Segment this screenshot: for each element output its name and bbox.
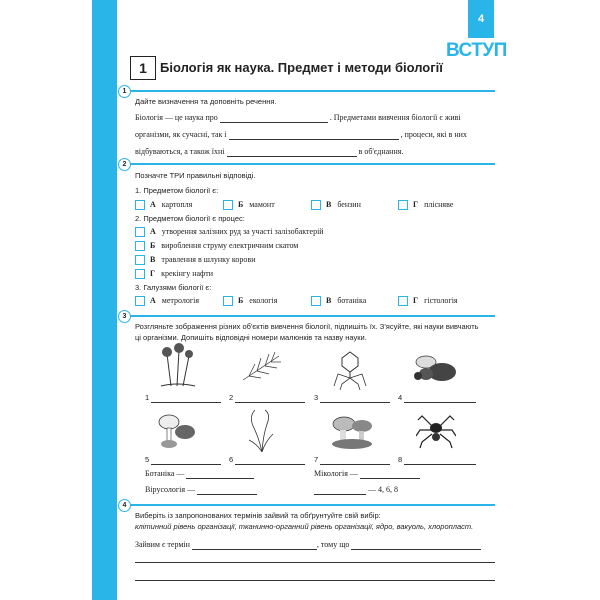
task-3-instruction-2: ці організми. Допишіть відповідні номери малюнків та назву науки.	[135, 333, 367, 342]
picture-label-2: 2	[229, 393, 305, 403]
picture-label-8: 8	[398, 455, 476, 465]
answer-blank[interactable]	[351, 541, 481, 550]
task-3-number: 3	[118, 310, 131, 323]
task-1-line-2: організми, як сучасні, так і , процеси, які в них	[135, 130, 467, 139]
task-2-number: 2	[118, 158, 131, 171]
picture-label-1: 1	[145, 393, 221, 403]
answer-blank[interactable]	[320, 394, 390, 403]
mycology-answer: Мікологія —	[314, 469, 420, 479]
answer-blank[interactable]	[229, 131, 399, 140]
mushrooms-image	[155, 410, 199, 450]
left-color-band	[92, 0, 117, 600]
picture-label-3: 3	[314, 393, 390, 403]
answer-blank[interactable]	[197, 486, 257, 495]
answer-blank[interactable]	[314, 486, 366, 495]
option-q2-b: Б вироблення струму електричним скатом	[150, 241, 299, 250]
checkbox-q1-c[interactable]	[311, 200, 321, 210]
checkbox-q3-c[interactable]	[311, 296, 321, 306]
task-4-answer-line: Зайвим є термін , тому що	[135, 540, 481, 550]
task-4-terms: клітинний рівень організації, тканинно-органний рівень організації, ядро, вакуоль, хлоропласт.	[135, 522, 474, 531]
task-1-rule	[128, 90, 495, 92]
question-2: 2. Предметом біології є процес:	[135, 214, 245, 223]
bacteriophage-image	[330, 350, 370, 390]
option-q3-c: В ботаніка	[326, 296, 367, 305]
question-1: 1. Предметом біології є:	[135, 186, 219, 195]
checkbox-q1-a[interactable]	[135, 200, 145, 210]
option-q2-d: Г крекінгу нафти	[150, 269, 213, 278]
option-q1-b: Б мамонт	[238, 200, 275, 209]
lesson-title: Біологія як наука. Предмет і методи біології	[160, 60, 443, 75]
option-q1-d: Г плісняве	[413, 200, 454, 209]
answer-blank[interactable]	[235, 394, 305, 403]
checkbox-q3-a[interactable]	[135, 296, 145, 306]
task-1-line-1: Біологія — це наука про . Предметами вивчення біології є живі	[135, 113, 461, 122]
task-2-rule	[128, 163, 495, 165]
task-4-rule	[128, 504, 495, 506]
option-q1-a: А картопля	[150, 200, 193, 209]
answer-blank[interactable]	[220, 114, 328, 123]
checkbox-q2-a[interactable]	[135, 227, 145, 237]
section-title: ВСТУП	[446, 40, 507, 61]
mushroom-cluster-image	[330, 412, 376, 450]
checkbox-q3-b[interactable]	[223, 296, 233, 306]
option-q3-d: Г гістологія	[413, 296, 458, 305]
botany-answer: Ботаніка —	[145, 469, 254, 479]
answer-blank[interactable]	[192, 541, 317, 550]
virology-answer: Вірусологія —	[145, 485, 257, 495]
option-q2-c: В травлення в шлунку корови	[150, 255, 256, 264]
option-q3-a: А метрологія	[150, 296, 200, 305]
answer-blank[interactable]	[404, 456, 476, 465]
answer-line[interactable]	[135, 580, 495, 581]
checkbox-q1-d[interactable]	[398, 200, 408, 210]
answer-blank[interactable]	[320, 456, 390, 465]
pine-branch-image	[241, 350, 283, 386]
checkbox-q3-d[interactable]	[398, 296, 408, 306]
task-2-instruction: Позначте ТРИ правильні відповіді.	[135, 171, 256, 180]
answer-blank[interactable]	[151, 456, 221, 465]
bee-image	[412, 352, 460, 386]
task-1-number: 1	[118, 85, 131, 98]
checkbox-q2-d[interactable]	[135, 269, 145, 279]
picture-label-5: 5	[145, 455, 221, 465]
task-4-number: 4	[118, 499, 131, 512]
question-3: 3. Галузями біології є:	[135, 283, 212, 292]
task-3-instruction-1: Розгляньте зображення різних об'єктів вивчення біології, підпишіть їх. З'ясуйте, які науки вивчають	[135, 322, 479, 331]
task-4-instruction: Виберіть із запропонованих термінів зайвий та обґрунтуйте свій вибір:	[135, 511, 381, 520]
checkbox-q2-b[interactable]	[135, 241, 145, 251]
last-science-answer: — 4, 6, 8	[314, 485, 398, 495]
picture-label-4: 4	[398, 393, 476, 403]
picture-label-7: 7	[314, 455, 390, 465]
task-1-line-3: відбуваються, а також їхні в об'єднання.	[135, 147, 404, 156]
option-q2-a: А утворення залізних руд за участі залізобактерій	[150, 227, 324, 236]
option-q3-b: Б екологія	[238, 296, 278, 305]
lesson-number: 1	[130, 56, 156, 80]
task-3-rule	[128, 315, 495, 317]
answer-blank[interactable]	[404, 394, 476, 403]
answer-blank[interactable]	[360, 470, 420, 479]
spider-image	[416, 410, 456, 450]
option-q1-c: В бензин	[326, 200, 361, 209]
checkbox-q1-b[interactable]	[223, 200, 233, 210]
answer-blank[interactable]	[235, 456, 305, 465]
page-number: 4	[468, 0, 494, 38]
answer-blank[interactable]	[227, 148, 357, 157]
answer-blank[interactable]	[186, 470, 254, 479]
mold-fungus-image	[157, 342, 199, 390]
task-1-instruction: Дайте визначення та доповніть речення.	[135, 97, 277, 106]
answer-blank[interactable]	[151, 394, 221, 403]
checkbox-q2-c[interactable]	[135, 255, 145, 265]
seaweed-image	[245, 408, 279, 452]
answer-line[interactable]	[135, 562, 495, 563]
picture-label-6: 6	[229, 455, 305, 465]
